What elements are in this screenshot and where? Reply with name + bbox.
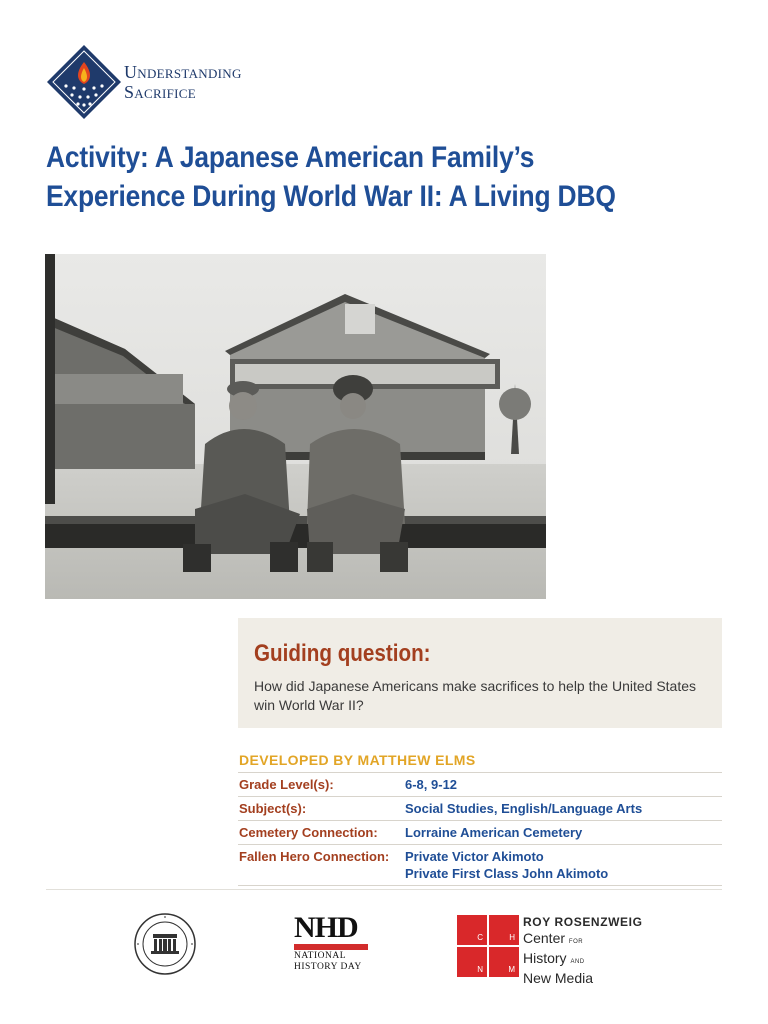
nhd-logo (294, 911, 368, 973)
chnm-wordmark (523, 914, 643, 986)
chnm-cell: N (457, 947, 487, 977)
developed-by-label: DEVELOPED BY MATTHEW ELMS (239, 752, 476, 768)
chnm-new-media: New Media (523, 970, 594, 986)
brand-line-2: Sacrifice (124, 82, 196, 102)
nhd-logo-mark: NHD (294, 911, 358, 944)
chnm-history: History (523, 950, 567, 966)
chnm-cell: C (457, 915, 487, 945)
chnm-cell: H (489, 915, 519, 945)
understanding-sacrifice-logo-icon (46, 44, 122, 120)
info-label: Grade Level(s): (239, 777, 334, 792)
page-title: Activity: A Japanese American Family’s Experience During World War II: A Living DBQ (46, 141, 616, 213)
chnm-logo-icon (457, 915, 519, 977)
brand-wordmark (124, 62, 242, 102)
guiding-question-box (238, 618, 722, 728)
nhd-logo-line-1: NATIONAL (294, 951, 347, 961)
historical-photo (45, 254, 546, 599)
chnm-name: ROY ROSENZWEIG (523, 915, 643, 929)
info-label: Fallen Hero Connection: (239, 849, 390, 864)
activity-info-table (238, 772, 722, 886)
brand-line-1: Understanding (124, 62, 242, 82)
nhd-logo-line-2: HISTORY DAY (294, 962, 362, 972)
chnm-for: FOR (568, 939, 584, 945)
info-row-grade (238, 772, 722, 796)
chnm-and: AND (570, 959, 585, 965)
info-row-fallen-hero (238, 844, 722, 886)
info-value: Social Studies, English/Language Arts (405, 801, 643, 816)
info-label: Cemetery Connection: (239, 825, 378, 840)
info-row-cemetery (238, 820, 722, 844)
info-row-subject (238, 796, 722, 820)
guiding-question-text: How did Japanese Americans make sacrifices to help the United States win World War II? (254, 678, 697, 713)
chnm-center: Center (523, 930, 566, 946)
info-label: Subject(s): (239, 801, 307, 816)
info-value: Lorraine American Cemetery (405, 825, 583, 840)
info-value: 6-8, 9-12 (405, 777, 458, 792)
info-value: Private Victor Akimoto (405, 849, 544, 864)
abmc-seal-icon (133, 912, 197, 976)
chnm-cell: M (489, 947, 519, 977)
guiding-question-heading: Guiding question: (254, 640, 431, 667)
info-value-2: Private First Class John Akimoto (405, 866, 609, 881)
footer-divider (46, 889, 722, 890)
